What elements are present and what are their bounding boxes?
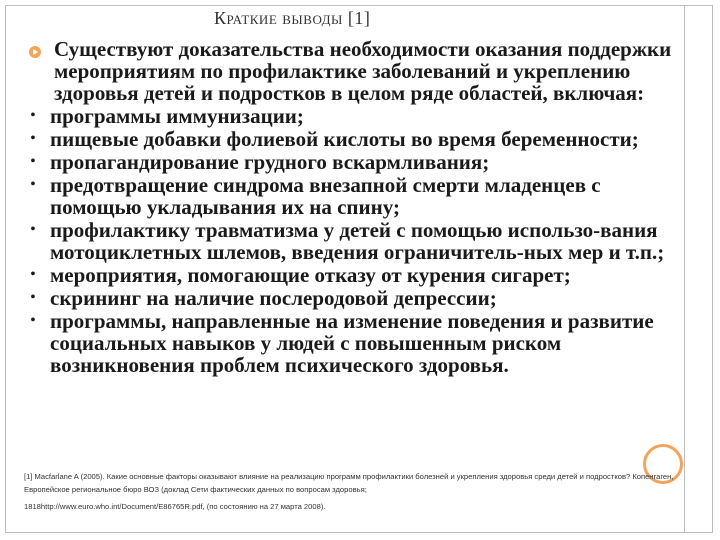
footnote [24,470,674,513]
list-item [24,287,672,309]
footnote-source-link[interactable]: 1818http://www.euro.who.int/Document/E86765R.pdf, (по состоянию на 27 марта 2008). [24,502,326,511]
list-item [24,174,672,218]
right-edge-rule [684,5,685,533]
intro-paragraph [24,38,672,104]
bullet-icon: • [30,108,36,123]
bullet-icon: • [30,313,36,328]
list-item-text: пропагандирование грудного вскармливания; [50,150,490,174]
bullet-icon: • [30,177,36,192]
list-item-text: профилактику травматизма у детей с помощью использо-вания мотоциклетных шлемов, введения ограничитель-ных мер и т.п.; [50,218,665,264]
slide-body [24,38,672,377]
bullet-icon: • [30,131,36,146]
bullet-icon: • [30,290,36,305]
list-item [24,105,672,127]
intro-text: Существуют доказательства необходимости оказания поддержки мероприятиям по профилактике заболеваний и укреплению здоровья детей и подростков в целом ряде областей, включая: [54,37,672,105]
list-item [24,151,672,173]
title-reference: [1] [347,8,371,28]
title-text: Краткие выводы [214,8,343,28]
lead-marker-icon [28,41,42,63]
list-item-text: скрининг на наличие послеродовой депрессии; [50,286,497,310]
list-item-text: программы иммунизации; [50,104,304,128]
list-item-text: мероприятия, помогающие отказу от курения сигарет; [50,263,571,287]
footnote-text: [1] Macfarlane A (2005). Какие основные факторы оказывают влияние на реализацию программ профилактики болезней и укрепления здоровья среди детей и подростков? Копенгаген, Европейское региональное бюро ВОЗ (доклад Сети фактических данных по вопросам здоровья; [24,472,674,494]
list-item [24,128,672,150]
bullet-icon: • [30,154,36,169]
list-item [24,264,672,286]
list-item-text: пищевые добавки фолиевой кислоты во время беременности; [50,127,639,151]
bullet-icon: • [30,267,36,282]
bullet-icon: • [30,222,36,237]
list-item [24,219,672,263]
list-item [24,310,672,376]
slide-title [214,8,514,29]
list-item-text: предотвращение синдрома внезапной смерти младенцев с помощью укладывания их на спину; [50,173,601,219]
list-item-text: программы, направленные на изменение поведения и развитие социальных навыков у людей с повышенным риском возникновения проблем психического здоровья. [50,309,654,377]
